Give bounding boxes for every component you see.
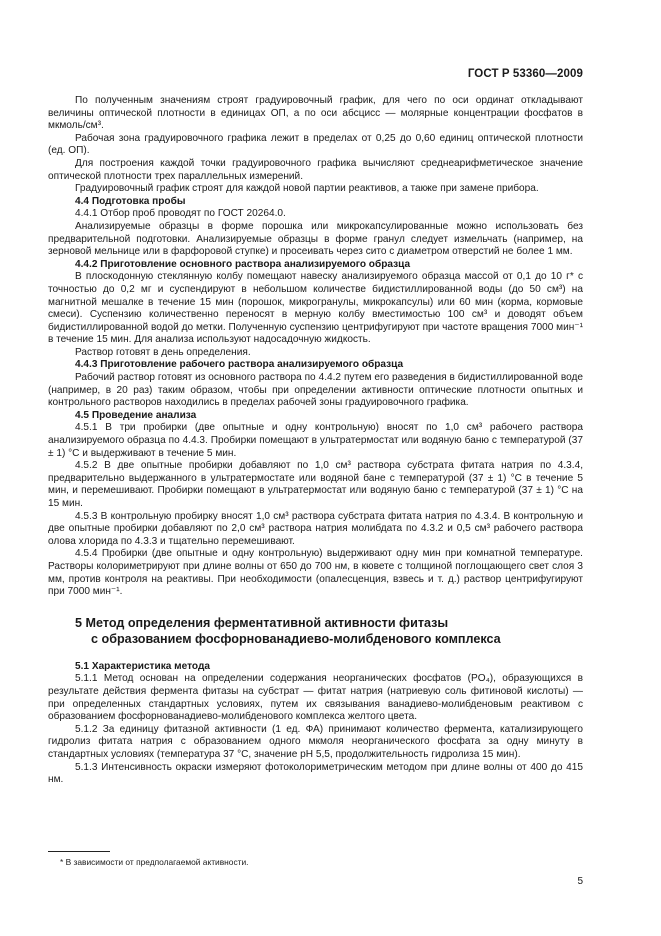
- section-title-line: с образованием фосфорнованадиево-молибденового комплекса: [91, 631, 501, 646]
- document-body: [48, 95, 583, 787]
- paragraph: 5.1.1 Метод основан на определении содержания неорганических фосфатов (PO₄), образующихся в результате действия фермента фитазы на субстрат — фитат натрия (натриевую соль фитиновой кислоты) — при определенных стандартных условиях, путем их связывания ванадиево-молибденовым реактивом с образованием фосфорнованадиево-молибденового комплекса желтого цвета.: [48, 673, 583, 723]
- paragraph: Раствор готовят в день определения.: [75, 346, 251, 358]
- doc-header: ГОСТ Р 53360—2009: [467, 68, 583, 80]
- paragraph: 4.4.1 Отбор проб проводят по ГОСТ 20264.0.: [75, 208, 286, 220]
- heading-4-5: 4.5 Проведение анализа: [75, 409, 197, 421]
- paragraph: 4.5.4 Пробирки (две опытные и одну контрольную) выдерживают одну мин при комнатной температуре. Растворы колориметрируют при длине волны от 650 до 700 нм, в кювете с толщиной поглощающего свет слоя 3 мм, против контроля на реактивы. При необходимости (опалесценция, взвесь и т. д.) раствор центрифугируют при 7000 мин⁻¹.: [48, 548, 583, 598]
- paragraph: В плоскодонную стеклянную колбу помещают навеску анализируемого образца массой от 0,1 до 10 г* с точностью до 0,2 мг и суспендируют в небольшом количестве бидистиллированной воды (до 50 см³) на магнитной мешалке в течение 15 мин (порошок, микрогранулы, микрокапсулы) или 60 мин (корма, кормовые смеси). Суспензию количественно переносят в мерную колбу вместимостью 100 см³ и доводят объем бидистиллированной водой до метки. Полученную суспензию центрифугируют при частоте вращения 7000 мин⁻¹ в течение 15 мин. Для анализа используют надосадочную жидкость.: [48, 271, 583, 346]
- page-number: 5: [577, 876, 583, 887]
- paragraph: Анализируемые образцы в форме порошка или микрокапсулированные можно использовать без предварительной подготовки. Анализируемые образцы в форме гранул следует измельчать (например, на зерновой мельнице или в фарфоровой ступке) и просеивать через сито с диаметром отверстий не более 1 мм.: [48, 220, 583, 258]
- footnote: * В зависимости от предполагаемой активности.: [60, 857, 249, 867]
- paragraph: 4.5.3 В контрольную пробирку вносят 1,0 см³ раствора субстрата фитата натрия по 4.3.4. В контрольную и две опытные пробирки добавляют по 2,0 см³ раствора натрия молибдата по 4.3.2 и 0,5 см³ рабочего раствора олова хлорида по 4.3.3 и тщательно перемешивают.: [48, 510, 583, 547]
- section-5-title: [48, 615, 583, 647]
- paragraph: 5.1.3 Интенсивность окраски измеряют фотоколориметрическим методом при длине волны от 400 до 415 нм.: [48, 761, 583, 786]
- section-title-line: 5 Метод определения ферментативной активности фитазы: [75, 615, 449, 630]
- footnote-separator: [48, 851, 110, 852]
- heading-4-4: 4.4 Подготовка пробы: [75, 195, 186, 207]
- paragraph: 5.1.2 За единицу фитазной активности (1 ед. ФА) принимают количество фермента, катализирующего гидролиз фитата натрия с образованием одного мкмоля неорганического фосфата за одну минуту в стандартных условиях (температура 37 °С, значение рН 5,5, продолжительность гидролиза 15 мин).: [48, 723, 583, 760]
- heading-4-4-2: 4.4.2 Приготовление основного раствора анализируемого образца: [75, 258, 411, 270]
- paragraph: 4.5.1 В три пробирки (две опытные и одну контрольную) вносят по 1,0 см³ рабочего раствора анализируемого образца по 4.4.3. Пробирки помещают в ультратермостат или водяную баню с температурой (37 ± 1) °С и выдерживают в течение 5 мин.: [48, 422, 583, 459]
- paragraph: Рабочий раствор готовят из основного раствора по 4.4.2 путем его разведения в бидистиллированной воде (например, в 20 раз) таким образом, чтобы при определении активности оптические плотности опытных и контрольного растворов находились в пределах рабочей зоны градуировочного графика.: [48, 372, 583, 409]
- paragraph: Градуировочный график строят для каждой новой партии реактивов, а также при замене прибора.: [75, 183, 539, 195]
- paragraph: 4.5.2 В две опытные пробирки добавляют по 1,0 см³ раствора субстрата фитата натрия по 4.3.4, предварительно выдержанного в ультратермостате или водяной бане с температурой (37 ± 1) °С в течение 5 мин, и перемешивают. Пробирки помещают в ультратермостат или водяную баню с температурой (37 ± 1) °С на 15 мин.: [48, 460, 583, 509]
- paragraph: По полученным значениям строят градуировочный график, для чего по оси ординат откладывают величины оптической плотности в единицах ОП, а по оси абсцисс — молярные концентрации фосфатов в мкмоль/см³.: [48, 95, 583, 132]
- heading-5-1: 5.1 Характеристика метода: [75, 660, 210, 672]
- heading-4-4-3: 4.4.3 Приготовление рабочего раствора анализируемого образца: [75, 359, 404, 371]
- paragraph: Для построения каждой точки градуировочного графика вычисляют среднеарифметическое значение оптической плотности трех параллельных измерений.: [48, 157, 583, 182]
- paragraph: Рабочая зона градуировочного графика лежит в пределах от 0,25 до 0,60 единиц оптической плотности (ед. ОП).: [48, 132, 583, 157]
